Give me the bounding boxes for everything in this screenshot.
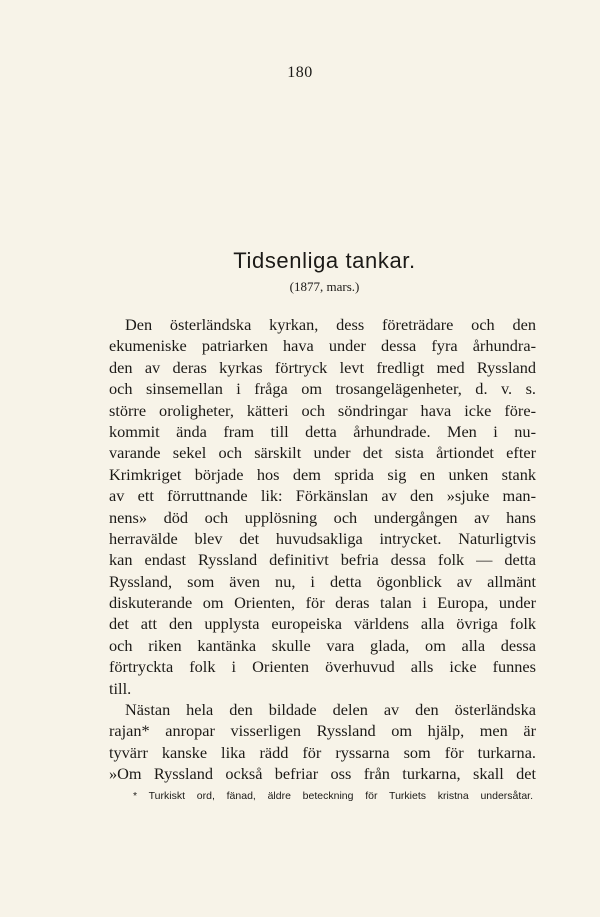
text-line: nens» död och upplösning och undergången av hans — [109, 507, 536, 527]
text-line: förtryckta folk i Orienten överhuvud alls icke funnes — [109, 657, 536, 677]
text-line: det att den upplysta europeiska världens alla övriga folk — [109, 614, 536, 634]
text-line: kan endast Ryssland definitivt befria dessa folk — detta — [109, 550, 536, 570]
text-line: rajan* anropar visserligen Ryssland om hjälp, men är — [109, 721, 536, 741]
text-line: och sinsemellan i fråga om trosangelägenheter, d. v. s. — [109, 379, 536, 399]
text-line: den av deras kyrkas förtryck levt fredligt med Ryssland — [109, 357, 536, 377]
article-title: Tidsenliga tankar. — [233, 248, 416, 273]
text-line: kommit ända fram till detta århundrade. Men i nu- — [109, 421, 536, 441]
text-line: Krimkriget började hos dem sprida sig en unken stank — [109, 464, 536, 484]
text-line: herravälde blev det huvudsakliga intrycket. Naturligtvis — [109, 528, 536, 548]
page-number: 180 — [287, 64, 313, 81]
text-line: tyvärr kanske lika rädd för ryssarna som för turkarna. — [109, 742, 536, 762]
text-line: varande sekel och särskilt under det sista årtiondet efter — [109, 443, 536, 463]
text-line: större oroligheter, kätteri och söndringar hava icke före- — [109, 400, 536, 420]
article-date: (1877, mars.) — [289, 279, 360, 294]
text-line: Den österländska kyrkan, dess företrädare och den — [125, 315, 536, 334]
body-text — [109, 314, 536, 785]
text-line: till. — [109, 678, 132, 698]
text-line: ekumeniske patriarken hava under dessa fyra århundra- — [109, 336, 536, 356]
footnote: * Turkiskt ord, fänad, äldre beteckning för Turkiets kristna undersåtar. — [133, 790, 533, 802]
text-line: av ett förruttnande lik: Förkänslan av den »sjuke man- — [109, 486, 536, 506]
text-line: Nästan hela den bildade delen av den österländska — [125, 700, 536, 720]
text-line: Ryssland, som även nu, i detta ögonblick av allmänt — [109, 571, 536, 591]
text-line: diskuterande om Orienten, för deras talan i Europa, under — [109, 593, 536, 613]
text-line: »Om Ryssland också befriar oss från turkarna, skall det — [109, 764, 536, 784]
text-line: och riken kantänka skulle vara glada, om alla dessa — [109, 635, 536, 655]
